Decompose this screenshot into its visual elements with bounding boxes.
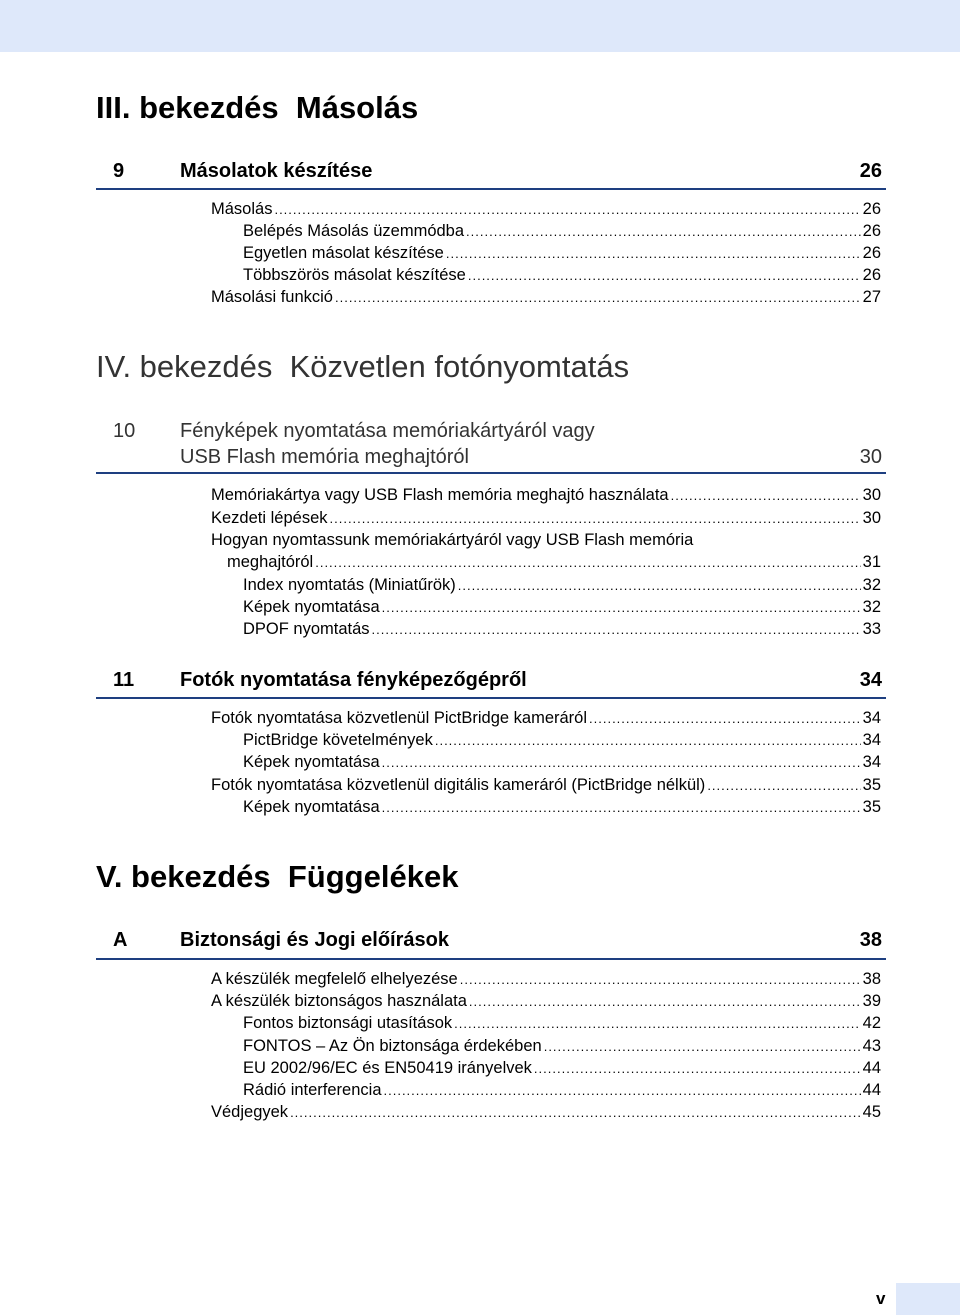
- chapter-title: Másolatok készítése: [180, 160, 373, 182]
- chapter-number: 11: [113, 669, 135, 691]
- chapter-page: 26: [859, 160, 882, 182]
- toc-entry[interactable]: Fotók nyomtatása közvetlenül PictBridge kameráról ..... 34: [211, 707, 881, 730]
- chapter-title: Fotók nyomtatása fényképezőgépről: [180, 669, 527, 691]
- chapter-title-line1: Fényképek nyomtatása memóriakártyáról vagy: [180, 420, 595, 442]
- toc-entry[interactable]: Képek nyomtatása ..... 35: [243, 796, 881, 819]
- toc-entry[interactable]: Védjegyek ..... 45: [211, 1101, 881, 1124]
- chapter-9-heading[interactable]: [96, 158, 886, 190]
- chapter-10-heading[interactable]: [96, 418, 886, 474]
- toc-entry[interactable]: A készülék biztonságos használata ..... 39: [211, 990, 881, 1013]
- toc-entry[interactable]: DPOF nyomtatás ..... 33: [243, 618, 881, 641]
- toc-entry[interactable]: Fotók nyomtatása közvetlenül digitális kameráról (PictBridge nélkül) ..... 35: [211, 774, 881, 797]
- chapter-title-line2: USB Flash memória meghajtóról: [180, 446, 469, 468]
- toc-entry[interactable]: Képek nyomtatása ..... 32: [243, 596, 881, 619]
- footer-band: [896, 1283, 960, 1315]
- chapter-number: 9: [113, 160, 125, 182]
- toc-entry[interactable]: Rádió interferencia ..... 44: [243, 1079, 881, 1102]
- toc-entry[interactable]: Másolás ..... 26: [211, 198, 881, 221]
- chapter-title: Biztonsági és Jogi előírások: [180, 929, 449, 951]
- toc-entry[interactable]: Egyetlen másolat készítése ..... 26: [243, 242, 881, 265]
- toc-entry[interactable]: FONTOS – Az Ön biztonsága érdekében ..... 43: [243, 1035, 881, 1058]
- toc-entry[interactable]: Fontos biztonsági utasítások ..... 42: [243, 1012, 881, 1035]
- chapter-number: 10: [113, 420, 136, 442]
- chapter-a-heading[interactable]: [96, 927, 886, 960]
- page-number: v: [876, 1289, 886, 1308]
- part-title-5: V. bekezdés Függelékek: [96, 859, 459, 894]
- chapter-11-heading[interactable]: [96, 667, 886, 699]
- toc-entry[interactable]: PictBridge követelmények ..... 34: [243, 729, 881, 752]
- chapter-page: 34: [859, 669, 882, 691]
- toc-entry[interactable]: Belépés Másolás üzemmódba ..... 26: [243, 220, 881, 243]
- header-band: [0, 0, 960, 52]
- toc-entry-line1[interactable]: Hogyan nyomtassunk memóriakártyáról vagy USB Flash memória: [211, 531, 694, 549]
- toc-entry[interactable]: EU 2002/96/EC és EN50419 irányelvek ..... 44: [243, 1057, 881, 1080]
- toc-entry[interactable]: Másolási funkció ..... 27: [211, 286, 881, 309]
- chapter-page: 38: [859, 929, 882, 951]
- toc-entry[interactable]: Kezdeti lépések ..... 30: [211, 507, 881, 530]
- part-title-3: III. bekezdés Másolás: [96, 90, 419, 125]
- toc-entry[interactable]: Memóriakártya vagy USB Flash memória meghajtó használata ..... 30: [211, 484, 881, 507]
- toc-entry[interactable]: meghajtóról ..... 31: [227, 551, 881, 574]
- toc-entry[interactable]: A készülék megfelelő elhelyezése ..... 38: [211, 968, 881, 991]
- chapter-page: 30: [859, 446, 882, 468]
- toc-entry[interactable]: Index nyomtatás (Miniatűrök) ..... 32: [243, 574, 881, 597]
- chapter-number: A: [113, 929, 128, 951]
- toc-entry[interactable]: Képek nyomtatása ..... 34: [243, 751, 881, 774]
- part-title-4: IV. bekezdés Közvetlen fotónyomtatás: [96, 349, 630, 384]
- toc-entry[interactable]: Többszörös másolat készítése ..... 26: [243, 264, 881, 287]
